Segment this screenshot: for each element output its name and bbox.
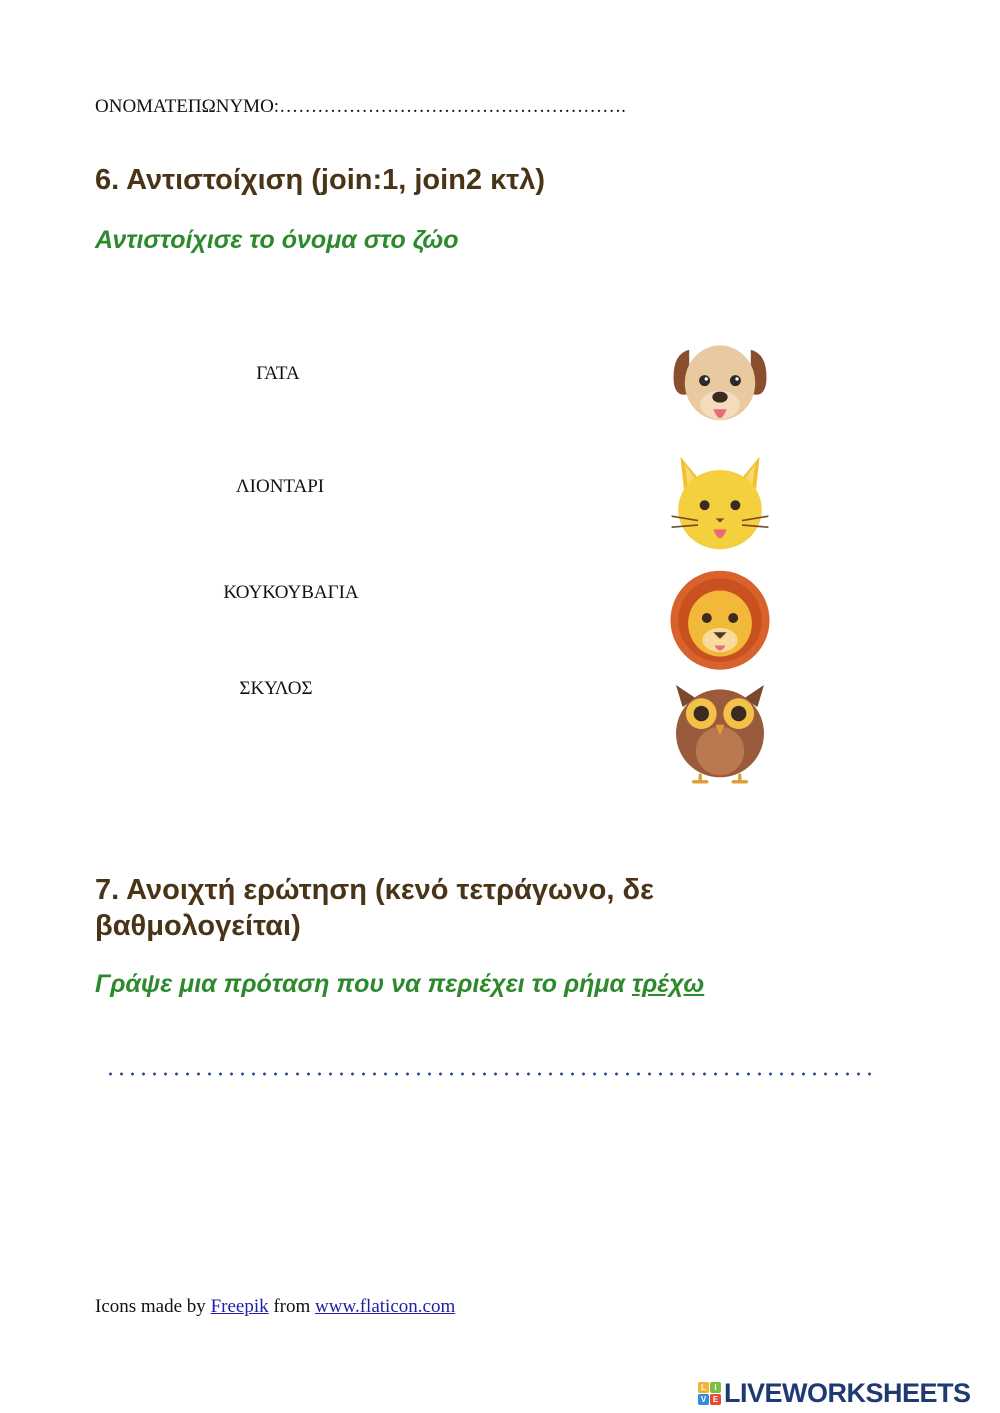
logo-text: LIVEWORKSHEETS bbox=[724, 1377, 971, 1408]
lion-icon[interactable] bbox=[665, 563, 775, 673]
cat-icon[interactable] bbox=[665, 448, 775, 558]
dog-icon[interactable] bbox=[665, 330, 775, 440]
credits-prefix: Icons made by bbox=[95, 1296, 211, 1317]
name-line: ΟΝΟΜΑΤΕΠΩΝΥΜΟ:………………………………………………. bbox=[95, 96, 626, 117]
match-word-dog[interactable]: ΣΚΥΛΟΣ bbox=[239, 678, 313, 699]
section-7-instruction bbox=[95, 970, 704, 999]
section-7-title-line-1: 7. Ανοιχτή ερώτηση (κενό τετράγωνο, δε bbox=[95, 874, 654, 906]
section-7-title bbox=[95, 872, 654, 944]
liveworksheets-logo bbox=[698, 1378, 971, 1408]
open-answer-field[interactable] bbox=[105, 1072, 875, 1076]
logo-mark-icon: L I V E bbox=[698, 1382, 721, 1405]
section-7-verb: τρέχω bbox=[631, 970, 705, 998]
match-word-cat[interactable]: ΓΑΤΑ bbox=[256, 363, 300, 384]
match-word-owl[interactable]: ΚΟΥΚΟΥΒΑΓΙΑ bbox=[223, 582, 359, 603]
section-7-instruction-text: Γράψε μια πρόταση που να περιέχει το ρήμα bbox=[95, 970, 632, 998]
section-6-title: 6. Αντιστοίχιση (join:1, join2 κτλ) bbox=[95, 164, 545, 196]
owl-icon[interactable] bbox=[665, 674, 775, 784]
credits-middle: from bbox=[268, 1296, 316, 1317]
flaticon-link[interactable]: www.flaticon.com bbox=[315, 1296, 456, 1317]
freepik-link[interactable]: Freepik bbox=[210, 1296, 269, 1317]
section-7-title-line-2: βαθμολογείται) bbox=[95, 910, 301, 942]
section-6-instruction: Αντιστοίχισε το όνομα στο ζώο bbox=[95, 226, 459, 254]
match-word-lion[interactable]: ΛΙΟΝΤΑΡΙ bbox=[235, 476, 325, 497]
icon-credits bbox=[95, 1296, 455, 1318]
